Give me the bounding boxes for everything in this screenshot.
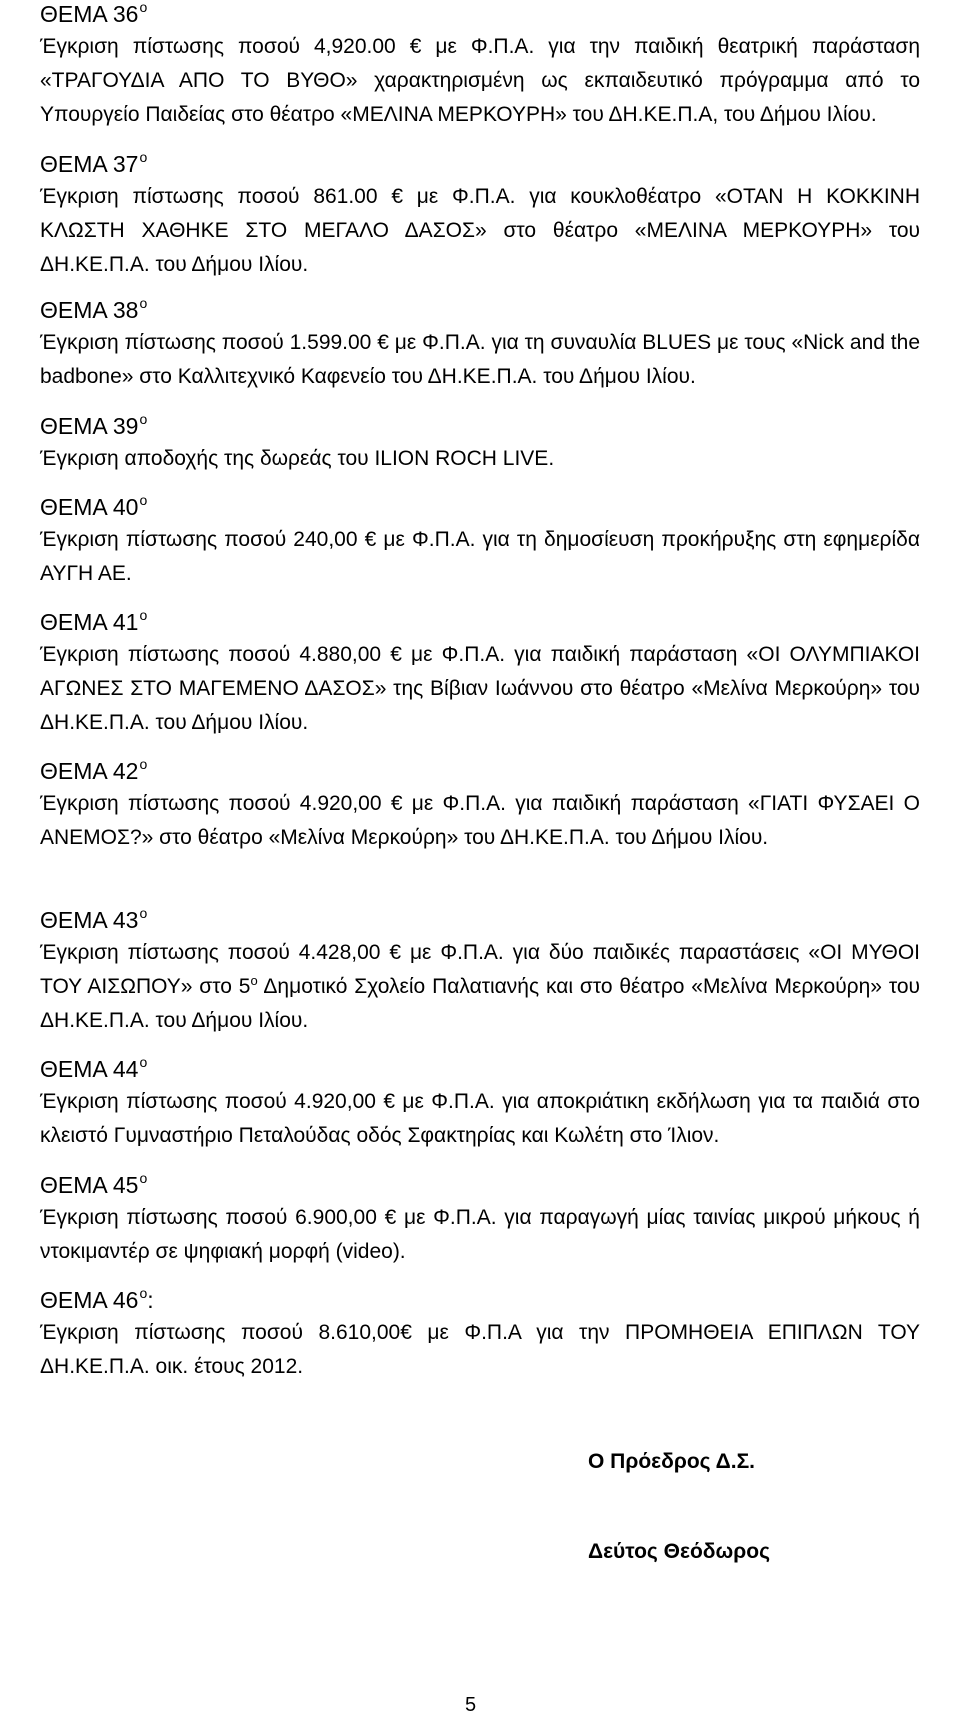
topic-text: Έγκριση πίστωσης ποσού 6.900,00 € με Φ.Π.Α. για παραγωγή μίας ταινίας μικρού μήκους ή ντοκιμαντέρ σε ψηφιακή μορφή (video). (40, 1206, 920, 1263)
topic-heading: ΘΕΜΑ $46^o$: (40, 1285, 154, 1313)
signature-role: Ο Πρόεδρος Δ.Σ. (588, 1450, 756, 1473)
topic-text: Έγκριση πίστωσης ποσού 240,00 € με Φ.Π.Α. για τη δημοσίευση προκήρυξης στη εφημερίδα ΑΥΓΗ ΑΕ. (40, 528, 920, 585)
topic-text: Έγκριση πίστωσης ποσού 1.599.00 € με Φ.Π.Α. για τη συναυλία BLUES με τους «Nick and the badbone» στο Καλλιτεχνικό Καφενείο του ΔΗ.ΚΕ.Π.Α. του Δήμου Ιλίου. (40, 331, 920, 388)
topic-heading: ΘΕΜΑ $37^o$ (40, 149, 148, 177)
topic-text: Έγκριση πίστωσης ποσού 4.920,00 € με Φ.Π.Α. για παιδική παράσταση «ΓΙΑΤΙ ΦΥΣΑΕΙ Ο ΑΝΕΜΟΣ?» στο θέατρο «Μελίνα Μερκούρη» του ΔΗ.ΚΕ.Π.Α. του Δήμου Ιλίου. (40, 792, 920, 849)
topic-42 (40, 757, 920, 855)
topic-text: Έγκριση πίστωσης ποσού 4.428,00 € με Φ.Π.Α. για δύο παιδικές παραστάσεις «ΟΙ ΜΥΘΟΙ ΤΟΥ ΑΙΣΩΠΟΥ» στο $5^o$ Δημοτικό Σχολείο Παλατιανής και στο θέατρο «Μελίνα Μερκούρη» του ΔΗ.ΚΕ.Π.Α. του Δήμου Ιλίου. (40, 941, 920, 1032)
topic-heading: ΘΕΜΑ $44^o$ (40, 1054, 148, 1082)
topic-41 (40, 608, 920, 740)
topic-text: Έγκριση πίστωσης ποσού 4.920,00 € με Φ.Π.Α. για αποκριάτικη εκδήλωση για τα παιδιά στο κλειστό Γυμναστήριο Πεταλούδας οδός Σφακτηρίας και Κωλέτη στο Ίλιον. (40, 1090, 920, 1147)
topic-heading: ΘΕΜΑ $36^o$ (40, 0, 148, 27)
topic-43 (40, 906, 920, 1038)
topic-text: Έγκριση αποδοχής της δωρεάς του ILION ROCH LIVE. (40, 447, 555, 470)
topic-text: Έγκριση πίστωσης ποσού 8.610,00€ με Φ.Π.Α για την ΠΡΟΜΗΘΕΙΑ ΕΠΙΠΛΩΝ ΤΟΥ ΔΗ.ΚΕ.Π.Α. οικ. έτους 2012. (40, 1321, 920, 1378)
topic-heading: ΘΕΜΑ $43^o$ (40, 905, 148, 933)
topic-heading: ΘΕΜΑ $42^o$ (40, 756, 148, 784)
topic-36 (40, 0, 920, 132)
topic-text: Έγκριση πίστωσης ποσού 861.00 € με Φ.Π.Α. για κουκλοθέατρο «ΟΤΑΝ Η ΚΟΚΚΙΝΗ ΚΛΩΣΤΗ ΧΑΘΗΚΕ ΣΤΟ ΜΕΓΑΛΟ ΔΑΣΟΣ» στο θέατρο «ΜΕΛΙΝΑ ΜΕΡΚΟΥΡΗ» του ΔΗ.ΚΕ.Π.Α. του Δήμου Ιλίου. (40, 185, 920, 276)
page-number: 5 (465, 1694, 477, 1716)
topic-heading: ΘΕΜΑ $38^o$ (40, 295, 148, 323)
topic-text: Έγκριση πίστωσης ποσού 4,920.00 € με Φ.Π.Α. για την παιδική θεατρική παράσταση «ΤΡΑΓΟΥΔΙΑ ΑΠΟ ΤΟ ΒΥΘΟ» χαρακτηρισμένη ως εκπαιδευτικό πρόγραμμα από το Υπουργείο Παιδείας στο θέατρο «ΜΕΛΙΝΑ ΜΕΡΚΟΥΡΗ» του ΔΗ.ΚΕ.Π.Α, του Δήμου Ιλίου. (40, 35, 920, 126)
topic-45 (40, 1171, 920, 1269)
topic-39 (40, 412, 920, 476)
signature-name: Δεύτος Θεόδωρος (588, 1540, 770, 1563)
topic-text: Έγκριση πίστωσης ποσού 4.880,00 € με Φ.Π.Α. για παιδική παράσταση «ΟΙ ΟΛΥΜΠΙΑΚΟΙ ΑΓΩΝΕΣ ΣΤΟ ΜΑΓΕΜΕΝΟ ΔΑΣΟΣ» της Βίβιαν Ιωάννου στο θέατρο «Μελίνα Μερκούρη» του ΔΗ.ΚΕ.Π.Α. του Δήμου Ιλίου. (40, 643, 920, 734)
topic-heading: ΘΕΜΑ $45^o$ (40, 1170, 148, 1198)
topic-40 (40, 493, 920, 591)
topic-heading: ΘΕΜΑ $41^o$ (40, 607, 148, 635)
topic-38 (40, 296, 920, 394)
topic-46 (40, 1286, 920, 1384)
topic-37 (40, 150, 920, 282)
topic-heading: ΘΕΜΑ $40^o$ (40, 492, 148, 520)
topic-44 (40, 1055, 920, 1153)
topic-heading: ΘΕΜΑ $39^o$ (40, 411, 148, 439)
